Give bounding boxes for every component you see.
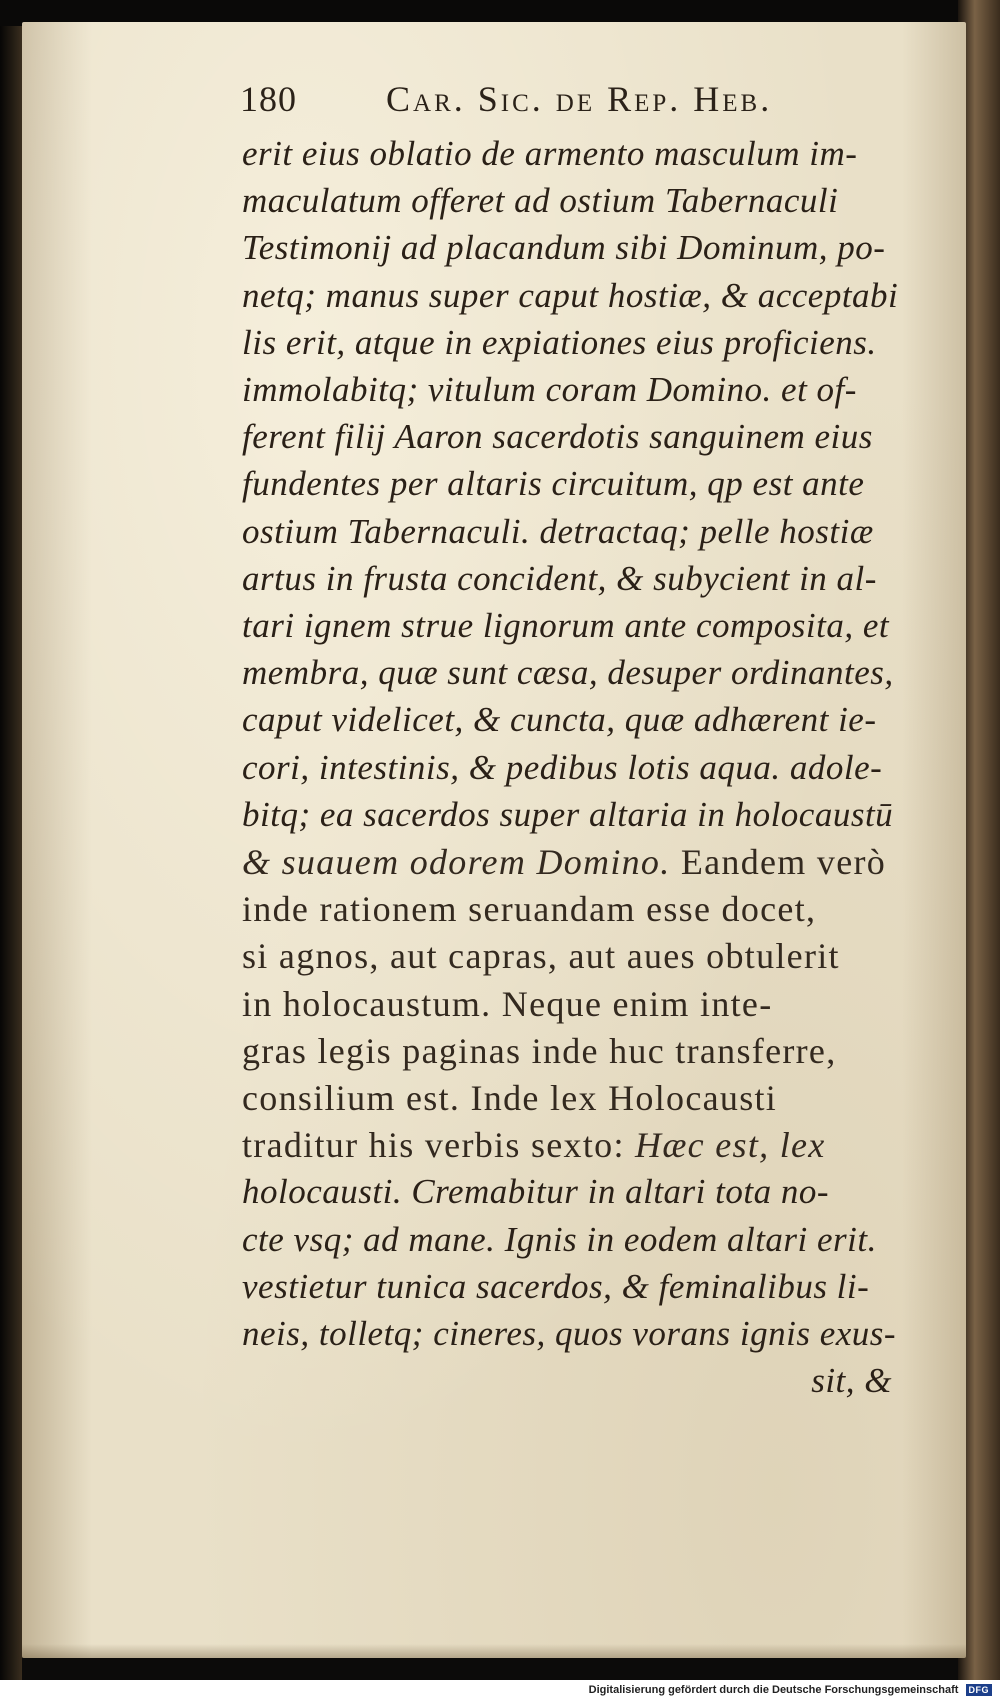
text-line: ferent filij Aaron sacerdotis sanguinem eius bbox=[242, 417, 873, 457]
text-line bbox=[242, 1121, 952, 1169]
text-line: membra, quæ sunt cæsa, desuper ordinantes, bbox=[242, 653, 894, 693]
text-line: gras legis paginas inde huc transferre, bbox=[242, 1030, 837, 1071]
text-line: netq; manus super caput hostiæ, & acceptabi bbox=[242, 275, 899, 315]
text-line: holocausti. Cremabitur in altari tota no- bbox=[242, 1172, 829, 1212]
roman-span: traditur his verbis sexto: bbox=[242, 1125, 636, 1166]
text-line: immolabitq; vitulum coram Domino. et of- bbox=[242, 370, 857, 409]
page-number: 180 bbox=[240, 79, 297, 119]
italic-span: & suauem odorem Domino. bbox=[242, 842, 671, 882]
running-header bbox=[240, 78, 900, 128]
dfg-logo: DFG bbox=[966, 1684, 993, 1696]
text-line: lis erit, atque in expiationes eius proficiens. bbox=[242, 322, 877, 362]
credit-text: Digitalisierung gefördert durch die Deutsche Forschungsgemeinschaft bbox=[588, 1684, 959, 1696]
digitization-credit bbox=[589, 1684, 992, 1696]
roman-span: Eandem verò bbox=[670, 842, 887, 882]
text-line: consilium est. Inde lex Holocausti bbox=[242, 1078, 778, 1118]
text-line: vestietur tunica sacerdos, & feminalibus li- bbox=[242, 1266, 870, 1306]
text-line: neis, tolletq; cineres, quos vorans ignis exus- bbox=[242, 1314, 897, 1353]
text-line: erit eius oblatio de armento masculum im- bbox=[242, 134, 858, 173]
text-line: in holocaustum. Neque enim inte- bbox=[242, 983, 773, 1024]
book-spine bbox=[0, 0, 22, 1704]
text-line: maculatum offeret ad ostium Tabernaculi bbox=[242, 181, 839, 221]
text-line: bitq; ea sacerdos super altaria in holocaustū bbox=[242, 794, 894, 834]
italic-span: Hæc est, lex bbox=[635, 1125, 826, 1166]
text-line: si agnos, aut capras, aut aues obtulerit bbox=[242, 936, 840, 977]
catchword: sit, & bbox=[811, 1361, 892, 1401]
text-line: inde rationem seruandam esse docet, bbox=[242, 889, 817, 930]
text-line: fundentes per altaris circuitum, qp est ante bbox=[242, 464, 865, 504]
text-line: cte vsq; ad mane. Ignis in eodem altari erit. bbox=[242, 1219, 877, 1259]
text-line: Testimonij ad placandum sibi Dominum, po- bbox=[242, 228, 886, 268]
running-title: Car. Sic. de Rep. Heb. bbox=[386, 79, 773, 119]
text-line: caput videlicet, & cuncta, quæ adhærent ie- bbox=[242, 700, 877, 740]
text-line: cori, intestinis, & pedibus lotis aqua. adole- bbox=[242, 747, 883, 787]
text-line: tari ignem strue lignorum ante composita, et bbox=[242, 606, 890, 645]
text-line: ostium Tabernaculi. detractaq; pelle hostiæ bbox=[242, 511, 874, 551]
text-line: artus in frusta concident, & subycient in al- bbox=[242, 558, 877, 598]
text-line bbox=[242, 838, 952, 886]
